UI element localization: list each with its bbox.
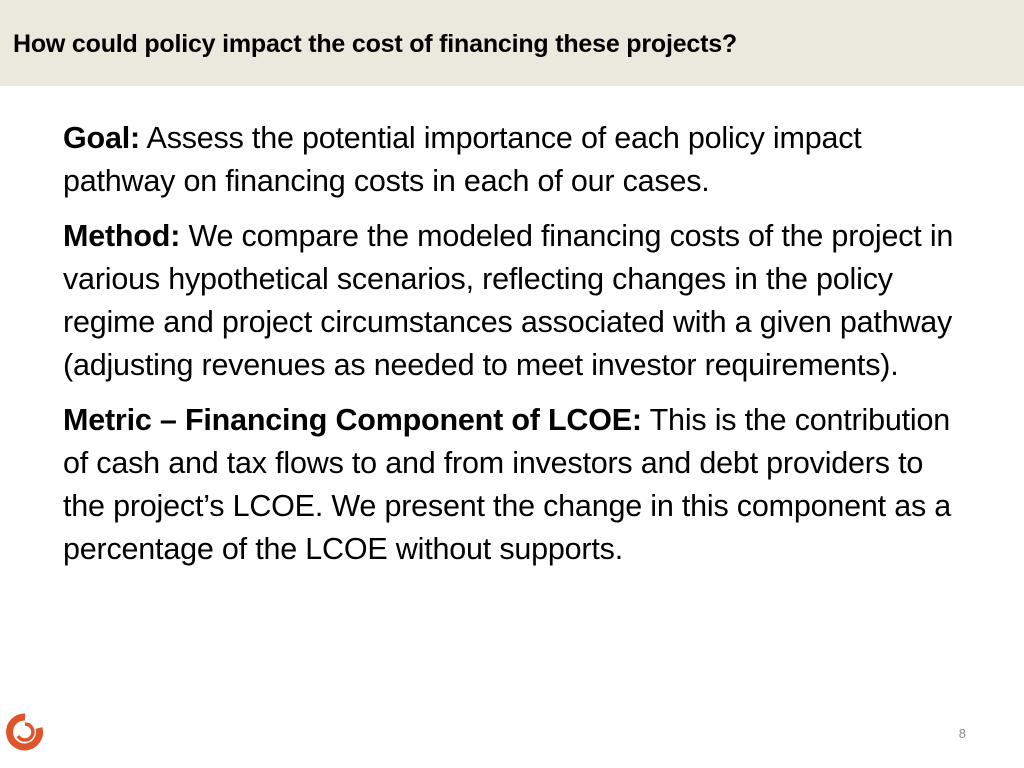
page-number: 8 [958, 726, 966, 741]
method-text: We compare the modeled financing costs of the project in various hypothetical scenarios, reflecting changes in the policy regime and project circumstances associated with a given pathway (adjusting revenues as needed to meet investor requirements). [63, 219, 954, 382]
metric-paragraph [63, 399, 968, 571]
goal-paragraph [63, 117, 968, 203]
slide-body [63, 117, 968, 583]
metric-term: Metric – Financing Component of LCOE: [63, 403, 642, 437]
brand-logo-icon-graphic [4, 710, 46, 754]
slide-title: How could policy impact the cost of financing these projects? [13, 30, 738, 58]
goal-term: Goal: [63, 121, 140, 155]
metric-text: This is the contribution of cash and tax flows to and from investors and debt providers to the project’s LCOE. We present the change in this component as a percentage of the LCOE without supports. [63, 403, 952, 566]
title-bar [0, 0, 1024, 86]
method-paragraph [63, 215, 968, 387]
brand-logo-icon [4, 710, 46, 754]
goal-text: Assess the potential importance of each policy impact pathway on financing costs in each of our cases. [63, 121, 862, 198]
method-term: Method: [63, 219, 181, 253]
